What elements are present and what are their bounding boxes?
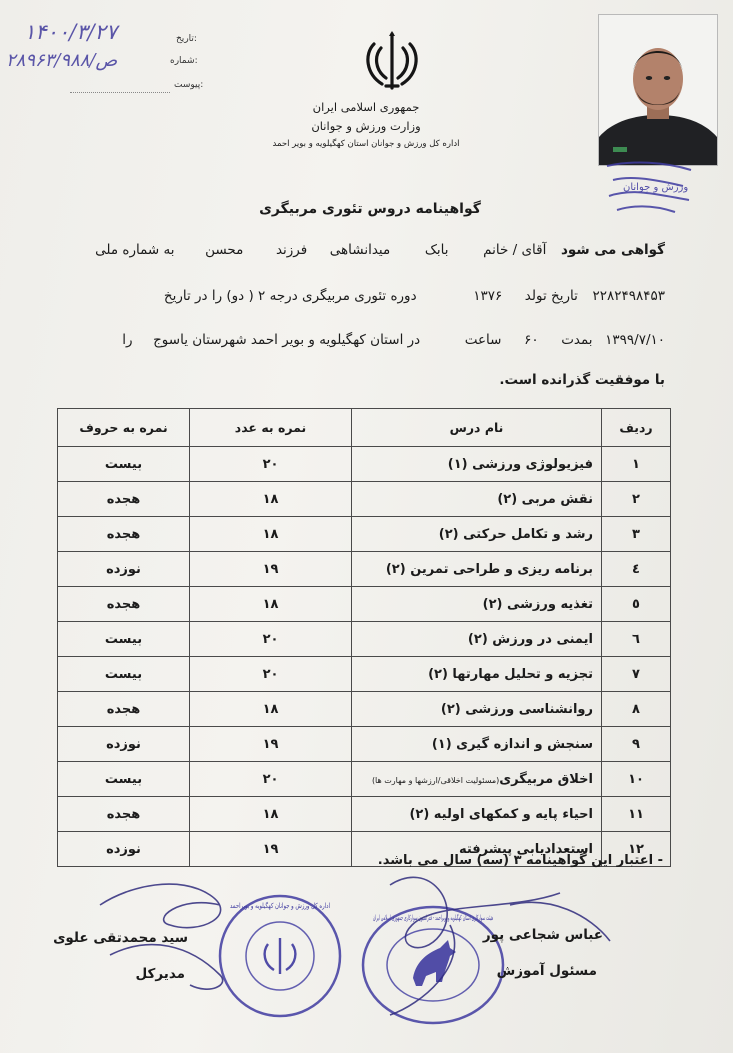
score-words-cell: بیست <box>58 657 190 692</box>
course-name-cell <box>352 447 602 482</box>
header-course-name: نام درس <box>352 409 602 447</box>
score-number-cell: ۲۰ <box>190 657 352 692</box>
validity-note: - اعتبار این گواهینامه ۳ (سه) سال می باشد. <box>377 853 663 868</box>
course-name: سنجش و اندازه گیری (۱) <box>431 736 593 752</box>
table-row <box>58 482 671 517</box>
score-number-cell: ۲۰ <box>190 762 352 797</box>
header-score-number: نمره به عدد <box>190 409 352 447</box>
left-signatory-name: سید محمدتقی علوی <box>53 930 188 946</box>
row-number-cell: ٥ <box>602 587 671 622</box>
handwritten-number: ۲۸۹۶۳/۹۸۸/ص <box>6 50 118 71</box>
national-id: ۲۲۸۲۴۹۸۴۵۳ <box>592 288 665 304</box>
table-header-row <box>58 409 671 447</box>
row-number-cell: ۱۰ <box>602 762 671 797</box>
course-name-cell <box>352 657 602 692</box>
course-name-cell <box>352 692 602 727</box>
table-row <box>58 762 671 797</box>
last-name: میدانشاهی <box>329 242 391 258</box>
date-label: تاریخ: <box>176 34 197 44</box>
duration-label: بمدت <box>561 332 593 348</box>
iran-emblem-icon <box>362 30 422 92</box>
header-score-words: نمره به حروف <box>58 409 190 447</box>
office-name: اداره کل ورزش و جوانان استان کهگیلویه و بویر احمد <box>272 139 460 149</box>
right-signatory-title: مسئول آموزش <box>496 963 597 979</box>
national-id-label: به شماره ملی <box>95 242 175 258</box>
course-name: تجزیه و تحلیل مهارتها (۲) <box>428 666 593 682</box>
birth-label: تاریخ تولد <box>524 288 578 304</box>
body-line-3 <box>122 332 665 348</box>
attachment-line <box>70 92 170 93</box>
header-row-number: ردیف <box>602 409 671 447</box>
first-name: بابک <box>424 242 449 258</box>
course-name: روانشناسی ورزشی (۲) <box>440 701 593 717</box>
course-name-cell <box>352 552 602 587</box>
son-of-label: فرزند <box>275 242 308 258</box>
course-name-cell <box>352 587 602 622</box>
score-number-cell: ۱۸ <box>190 517 352 552</box>
grades-table <box>57 408 671 867</box>
course-name: برنامه ریزی و طراحی تمرین (۲) <box>385 561 593 577</box>
course-name: رشد و تکامل حرکتی (۲) <box>438 526 593 542</box>
row-number-cell: ٤ <box>602 552 671 587</box>
course-name: فیزیولوژی ورزشی (۱) <box>447 456 593 472</box>
attachment-label: پیوست: <box>174 80 204 90</box>
ministry-name: وزارت ورزش و جوانان <box>311 119 421 133</box>
gender-text: آقای / خانم <box>483 242 547 258</box>
certifies-text: گواهی می شود <box>560 242 665 258</box>
score-number-cell: ۲۰ <box>190 622 352 657</box>
course-name-cell <box>352 727 602 762</box>
table-row <box>58 517 671 552</box>
row-number-cell: ۲ <box>602 482 671 517</box>
hours-label: ساعت <box>464 332 502 348</box>
score-words-cell: هجده <box>58 517 190 552</box>
number-label: شماره: <box>170 56 198 66</box>
course-name: استعدادیابی پیشرفته <box>458 841 593 857</box>
course-name: تغذیه ورزشی (۲) <box>482 596 593 612</box>
course-name-cell <box>352 762 602 797</box>
score-number-cell: ۱۹ <box>190 727 352 762</box>
left-signatory-title: مدیرکل <box>135 966 185 982</box>
table-row <box>58 622 671 657</box>
table-row <box>58 447 671 482</box>
father-name: محسن <box>205 242 244 258</box>
score-words-cell: بیست <box>58 762 190 797</box>
score-words-cell: بیست <box>58 447 190 482</box>
course-name-cell <box>352 517 602 552</box>
score-number-cell: ۲۰ <box>190 447 352 482</box>
duration-hours: ۶۰ <box>524 332 539 348</box>
score-number-cell: ۱۸ <box>190 482 352 517</box>
row-number-cell: ۷ <box>602 657 671 692</box>
course-name: ایمنی در ورزش (۲) <box>467 631 593 647</box>
score-words-cell: نوزده <box>58 832 190 867</box>
course-note: (مسئولیت اخلاقی/ارزشها و مهارت ها) <box>371 775 500 785</box>
course-text: دوره تئوری مربیگری درجه ۲ ( دو) را در تاریخ <box>163 288 417 304</box>
course-name: احیاء پایه و کمکهای اولیه (۲) <box>409 806 593 822</box>
row-number-cell: ۱۲ <box>602 832 671 867</box>
course-name: اخلاق مربیگری <box>499 771 593 787</box>
course-name-cell <box>352 797 602 832</box>
score-words-cell: هجده <box>58 797 190 832</box>
table-row <box>58 552 671 587</box>
body-line-4: با موفقیت گذرانده است. <box>499 372 665 388</box>
ra-text: را <box>122 332 133 348</box>
table-row <box>58 587 671 622</box>
score-words-cell: هجده <box>58 692 190 727</box>
score-number-cell: ۱۸ <box>190 692 352 727</box>
row-number-cell: ۱۱ <box>602 797 671 832</box>
score-words-cell: نوزده <box>58 727 190 762</box>
left-stamp-text: اداره کل ورزش و جوانان کهگیلویه و بویراحمد <box>230 902 363 910</box>
score-words-cell: نوزده <box>58 552 190 587</box>
score-number-cell: ۱۹ <box>190 832 352 867</box>
table-row <box>58 657 671 692</box>
table-row <box>58 727 671 762</box>
row-number-cell: ۹ <box>602 727 671 762</box>
score-words-cell: هجده <box>58 482 190 517</box>
body-line-2 <box>164 288 665 304</box>
row-number-cell: ۸ <box>602 692 671 727</box>
course-date: ۱۳۹۹/۷/۱۰ <box>605 332 665 348</box>
birth-year: ۱۳۷۶ <box>473 288 503 304</box>
score-number-cell: ۱۸ <box>190 587 352 622</box>
course-name-cell <box>352 622 602 657</box>
right-signatory-name: عباس شجاعی پور <box>482 927 603 943</box>
score-number-cell: ۱۸ <box>190 797 352 832</box>
certificate-title: گواهینامه دروس تئوری مربیگری <box>259 201 481 217</box>
applicant-photo <box>598 14 718 166</box>
row-number-cell: ۳ <box>602 517 671 552</box>
score-number-cell: ۱۹ <box>190 552 352 587</box>
country-name: جمهوری اسلامی ایران <box>312 100 420 114</box>
right-stamp-text: هیئت سوارکاری استان کهگیلویه و بویراحمد - فدراسیون سوارکاری جمهوری اسلامی ایران <box>373 914 633 922</box>
photo-stamp-text: ورزش و جوانان <box>623 182 689 193</box>
row-number-cell: ٦ <box>602 622 671 657</box>
score-words-cell: هجده <box>58 587 190 622</box>
table-row <box>58 797 671 832</box>
photo-stamp <box>603 160 695 216</box>
row-number-cell: ۱ <box>602 447 671 482</box>
handwritten-date: ۱۴۰۰/۳/۲۷ <box>24 20 118 44</box>
course-name: نقش مربی (۲) <box>497 491 593 507</box>
place-text: در استان کهگیلویه و بویر احمد شهرستان یاسوج <box>153 332 421 348</box>
score-words-cell: بیست <box>58 622 190 657</box>
course-name-cell <box>352 482 602 517</box>
table-row <box>58 692 671 727</box>
body-line-1 <box>95 242 665 258</box>
